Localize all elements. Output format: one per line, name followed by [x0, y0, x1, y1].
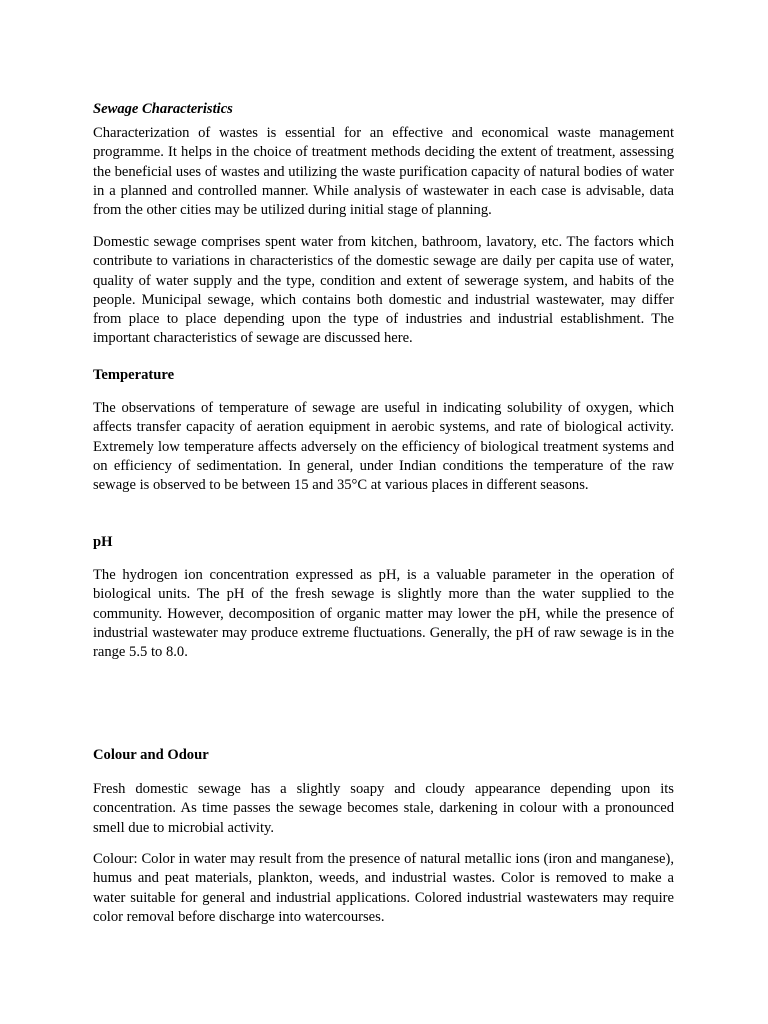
intro-paragraph: Domestic sewage comprises spent water from kitchen, bathroom, lavatory, etc. The factors which contribute to variations in characteristics of the domestic sewage are daily per capita use of water, quality of water supply and the type, condition and extent of sewerage system, and habits of the people. Municipal sewage, which contains both domestic and industrial wastewater, may differ from place to place depending upon the type of industries and industrial establishment. The important characteristics of sewage are discussed here.	[93, 234, 674, 347]
section-heading-ph: pH	[93, 534, 113, 550]
temperature-paragraph: The observations of temperature of sewage are useful in indicating solubility of oxygen, which affects transfer capacity of aeration equipment in aerobic systems, and rate of biological activity. Extremely low temperature affects adversely on the efficiency of biological treatment systems and on efficiency of sedimentation. In general, under Indian conditions the temperature of the raw sewage is observed to be between 15 and 35°C at various places in different seasons.	[93, 400, 674, 494]
colour-odour-paragraph: Fresh domestic sewage has a slightly soapy and cloudy appearance depending upon its concentration. As time passes the sewage becomes stale, darkening in colour with a pronounced smell due to microbial activity.	[93, 781, 674, 836]
section-heading-colour-odour: Colour and Odour	[93, 747, 209, 763]
document-title: Sewage Characteristics	[93, 101, 233, 117]
colour-paragraph: Colour: Color in water may result from the presence of natural metallic ions (iron and manganese), humus and peat materials, plankton, weeds, and industrial wastes. Color is removed to make a water suitable for general and industrial applications. Colored industrial wastewaters may require color removal before discharge into watercourses.	[93, 851, 674, 925]
intro-paragraph: Characterization of wastes is essential for an effective and economical waste management programme. It helps in the choice of treatment methods deciding the extent of treatment, assessing the beneficial uses of wastes and utilizing the waste purification capacity of natural bodies of water in a planned and controlled manner. While analysis of wastewater in each case is advisable, data from the other cities may be utilized during initial stage of planning.	[93, 125, 674, 219]
ph-paragraph: The hydrogen ion concentration expressed as pH, is a valuable parameter in the operation of biological units. The pH of the fresh sewage is slightly more than the water supplied to the community. However, decomposition of organic matter may lower the pH, while the presence of industrial wastewater may produce extreme fluctuations. Generally, the pH of raw sewage is in the range 5.5 to 8.0.	[93, 567, 674, 661]
section-heading-temperature: Temperature	[93, 367, 175, 383]
